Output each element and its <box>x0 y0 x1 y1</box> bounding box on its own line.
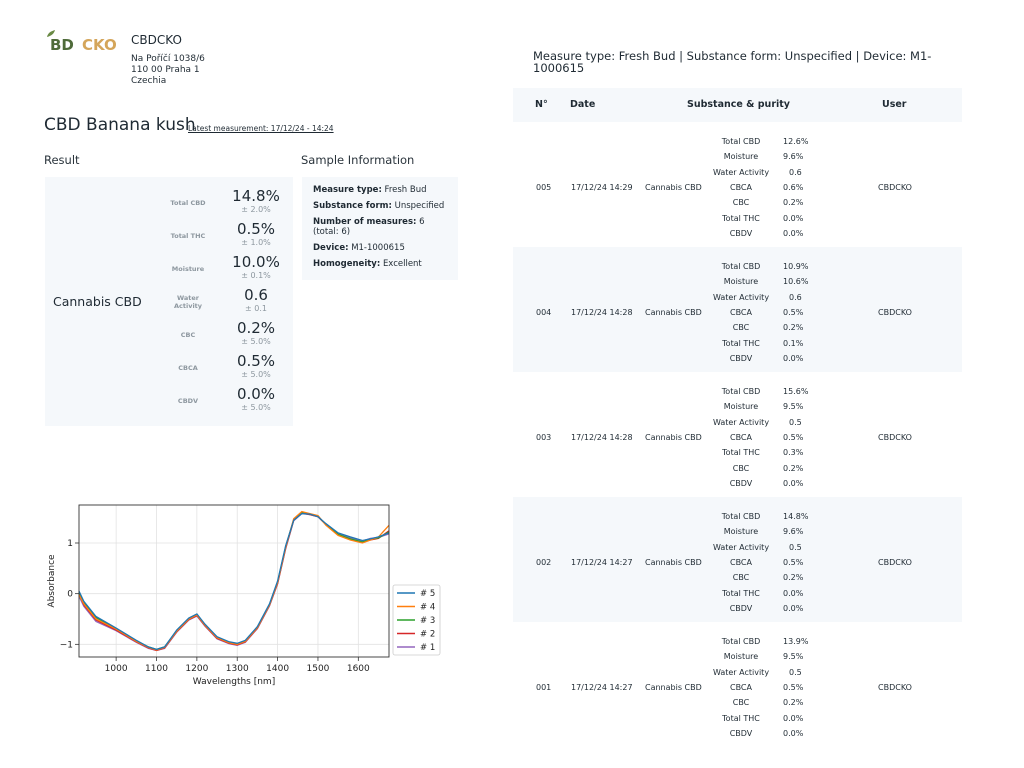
purity-value: 0.5% <box>783 682 804 692</box>
purity-item <box>703 168 863 180</box>
purity-name: CBC <box>732 463 750 473</box>
purity-value: 0.5% <box>783 432 804 442</box>
x-tick-label: 1200 <box>185 664 209 674</box>
purity-name: Total CBD <box>721 387 761 396</box>
purity-item <box>703 323 863 335</box>
purity-name: Water Activity <box>712 542 770 552</box>
table-row[interactable] <box>513 247 962 372</box>
purity-name: Total CBD <box>721 637 761 646</box>
purity-name: CBDV <box>729 728 753 738</box>
purity-value: 0.0% <box>783 588 804 598</box>
metric-row <box>45 253 293 283</box>
metric-name: Total THC <box>170 232 206 240</box>
purity-item <box>703 293 863 305</box>
purity-item <box>703 277 863 289</box>
y-tick-label: 0 <box>67 589 73 600</box>
purity-item <box>703 543 863 555</box>
metric-name: CBCA <box>178 364 198 372</box>
metric-row <box>45 220 293 250</box>
purity-value: 0.0% <box>783 728 804 738</box>
row-user: CBDCKO <box>878 183 912 192</box>
sample-measure-type: Measure type: Fresh Bud <box>313 185 427 195</box>
purity-value: 0.5 <box>789 667 802 677</box>
cbdcko-logo <box>44 33 120 57</box>
purity-name: Total CBD <box>721 137 761 146</box>
purity-value: 9.6% <box>783 527 804 537</box>
x-tick-label: 1300 <box>225 664 249 674</box>
purity-value: 9.5% <box>783 652 804 662</box>
purity-item <box>703 464 863 476</box>
metric-name: Total CBD <box>170 199 206 207</box>
purity-value: 0.2% <box>783 698 804 708</box>
purity-value: 0.6% <box>783 182 804 192</box>
purity-item <box>703 729 863 741</box>
row-date: 17/12/24 14:29 <box>571 183 633 192</box>
purity-item <box>703 418 863 430</box>
purity-value: 10.9% <box>783 262 809 271</box>
purity-item <box>703 229 863 241</box>
purity-name: CBDV <box>729 603 753 613</box>
metric-value: 14.8% <box>232 187 280 205</box>
purity-name: Moisture <box>723 277 759 287</box>
purity-name: CBCA <box>730 682 752 692</box>
series-line <box>79 512 389 650</box>
purity-name: Total THC <box>722 338 760 348</box>
purity-item <box>703 637 863 649</box>
row-substance: Cannabis CBD <box>645 558 702 567</box>
metric-row <box>45 319 293 349</box>
metric-value: 10.0% <box>232 253 280 271</box>
purity-name: Moisture <box>723 652 759 662</box>
purity-name: CBCA <box>730 182 752 192</box>
sample-device: Device: M1-1000615 <box>313 243 405 253</box>
row-substance: Cannabis CBD <box>645 183 702 192</box>
measure-header: Measure type: Fresh Bud | Substance form: Unspecified | Device: M1-1000615 <box>533 49 932 75</box>
sample-num-measures: Number of measures: 6 (total: 6) <box>313 217 425 237</box>
metric-row <box>45 187 293 217</box>
purity-item <box>703 262 863 274</box>
metric-error: ± 5.0% <box>241 370 271 379</box>
legend-label: # 2 <box>420 629 436 640</box>
legend-label: # 5 <box>420 589 436 599</box>
purity-item <box>703 714 863 726</box>
row-number: 004 <box>536 308 552 317</box>
y-axis-label: Absorbance <box>47 554 57 608</box>
sample-homogeneity: Homogeneity: Excellent <box>313 259 422 269</box>
x-tick-label: 1100 <box>145 664 168 674</box>
purity-value: 0.0% <box>783 228 804 238</box>
metric-value: 0.0% <box>236 385 276 403</box>
logo-bd: BD <box>50 36 74 54</box>
purity-value: 0.5% <box>783 307 804 317</box>
metric-error: ± 0.1 <box>245 304 267 313</box>
metric-value: 0.6 <box>244 286 268 304</box>
purity-name: CBC <box>732 198 750 208</box>
purity-value: 0.0% <box>783 603 804 613</box>
purity-value: 0.5 <box>789 542 802 552</box>
col-number: N° <box>535 99 548 110</box>
purity-name: CBC <box>732 573 750 583</box>
purity-item <box>703 433 863 445</box>
spectrum-chart <box>40 495 460 695</box>
purity-value: 9.5% <box>783 402 804 412</box>
col-user: User <box>882 99 907 110</box>
row-number: 003 <box>536 433 552 442</box>
purity-item <box>703 479 863 491</box>
company-name: CBDCKO <box>131 33 182 47</box>
metric-name: CBDV <box>177 397 199 405</box>
row-number: 001 <box>536 683 552 692</box>
purity-item <box>703 183 863 195</box>
purity-name: Water Activity <box>712 167 770 177</box>
row-number: 005 <box>536 183 552 192</box>
metric-value: 0.2% <box>236 319 276 337</box>
table-row[interactable] <box>513 497 962 622</box>
purity-item <box>703 214 863 226</box>
result-substance: Cannabis CBD <box>53 294 142 309</box>
purity-value: 0.6 <box>789 167 802 177</box>
purity-item <box>703 137 863 149</box>
purity-name: CBDV <box>729 478 753 488</box>
address-line: Czechia <box>131 76 167 86</box>
metric-error: ± 2.0% <box>241 205 271 214</box>
logo-cko: CKO <box>82 36 117 54</box>
purity-name: CBCA <box>730 557 752 567</box>
x-axis-label: Wavelengths [nm] <box>192 677 276 687</box>
sample-substance-form: Substance form: Unspecified <box>313 201 445 211</box>
row-substance: Cannabis CBD <box>645 308 702 317</box>
purity-item <box>703 354 863 366</box>
purity-name: CBDV <box>729 353 753 363</box>
purity-name: Water Activity <box>712 417 770 427</box>
purity-name: Water Activity <box>712 292 770 302</box>
purity-name: CBCA <box>730 307 752 317</box>
purity-value: 0.1% <box>783 338 804 348</box>
metric-name: Water Activity <box>173 294 203 310</box>
row-date: 17/12/24 14:27 <box>571 683 633 692</box>
purity-value: 0.0% <box>783 478 804 488</box>
metric-value: 0.5% <box>236 352 276 370</box>
purity-name: Total THC <box>722 448 760 458</box>
row-user: CBDCKO <box>878 308 912 317</box>
purity-value: 0.2% <box>783 573 804 583</box>
y-tick-label: 1 <box>67 539 73 549</box>
purity-item <box>703 387 863 399</box>
purity-item <box>703 402 863 414</box>
metric-error: ± 0.1% <box>241 271 271 280</box>
address-line: Na Poříčí 1038/6 <box>131 54 205 64</box>
sample-info-heading: Sample Information <box>301 153 415 167</box>
address-line: 110 00 Praha 1 <box>131 65 200 75</box>
purity-name: Total CBD <box>721 512 761 521</box>
purity-item <box>703 573 863 585</box>
purity-value: 0.6 <box>789 292 802 302</box>
purity-name: Total THC <box>722 588 760 598</box>
purity-value: 9.6% <box>783 152 804 162</box>
result-heading: Result <box>44 153 80 167</box>
purity-value: 0.2% <box>783 463 804 473</box>
metric-error: ± 5.0% <box>241 403 271 412</box>
metric-error: ± 1.0% <box>241 238 271 247</box>
row-substance: Cannabis CBD <box>645 683 702 692</box>
table-row[interactable] <box>513 622 962 747</box>
purity-name: Total THC <box>722 213 760 223</box>
purity-value: 12.6% <box>783 137 809 146</box>
purity-item <box>703 683 863 695</box>
purity-name: Water Activity <box>712 667 770 677</box>
purity-value: 0.2% <box>783 198 804 208</box>
purity-value: 0.0% <box>783 213 804 223</box>
row-user: CBDCKO <box>878 433 912 442</box>
purity-item <box>703 308 863 320</box>
table-row[interactable] <box>513 122 962 247</box>
purity-name: CBCA <box>730 432 752 442</box>
purity-value: 0.0% <box>783 713 804 723</box>
purity-item <box>703 558 863 570</box>
series-line <box>79 513 389 650</box>
table-header <box>513 88 962 122</box>
purity-value: 0.2% <box>783 323 804 333</box>
purity-value: 13.9% <box>783 637 809 646</box>
row-user: CBDCKO <box>878 558 912 567</box>
col-substance: Substance & purity <box>687 99 790 110</box>
x-tick-label: 1000 <box>104 664 128 674</box>
legend-label: # 4 <box>420 602 436 613</box>
purity-name: Moisture <box>723 527 759 537</box>
purity-value: 0.3% <box>783 448 804 458</box>
purity-item <box>703 604 863 616</box>
purity-name: CBC <box>732 698 750 708</box>
x-tick-label: 1400 <box>266 664 290 674</box>
metric-error: ± 5.0% <box>241 337 271 346</box>
table-row[interactable] <box>513 372 962 497</box>
purity-item <box>703 198 863 210</box>
purity-item <box>703 527 863 539</box>
purity-item <box>703 668 863 680</box>
purity-name: CBDV <box>729 228 753 238</box>
purity-value: 15.6% <box>783 387 809 396</box>
col-date: Date <box>570 99 596 110</box>
y-tick-label: −1 <box>59 640 73 651</box>
latest-measurement-link[interactable]: Latest measurement: 17/12/24 - 14:24 <box>188 124 334 133</box>
row-date: 17/12/24 14:28 <box>571 308 633 317</box>
metric-name: Moisture <box>171 265 205 273</box>
purity-value: 0.0% <box>783 353 804 363</box>
metric-name: CBC <box>180 331 196 339</box>
row-number: 002 <box>536 558 552 567</box>
purity-value: 14.8% <box>783 512 809 521</box>
purity-value: 0.5% <box>783 557 804 567</box>
row-user: CBDCKO <box>878 683 912 692</box>
purity-value: 10.6% <box>783 277 809 287</box>
metric-row <box>45 352 293 382</box>
x-tick-label: 1500 <box>306 664 330 674</box>
purity-item <box>703 448 863 460</box>
purity-item <box>703 512 863 524</box>
metric-value: 0.5% <box>236 220 276 238</box>
x-tick-label: 1600 <box>346 664 370 674</box>
purity-item <box>703 652 863 664</box>
purity-value: 0.5 <box>789 417 802 427</box>
legend-label: # 1 <box>420 643 436 653</box>
series-line <box>79 514 389 650</box>
purity-name: Total CBD <box>721 262 761 271</box>
purity-name: Moisture <box>723 152 759 162</box>
purity-item <box>703 698 863 710</box>
row-substance: Cannabis CBD <box>645 433 702 442</box>
page-title: CBD Banana kush <box>44 115 196 135</box>
purity-item <box>703 589 863 601</box>
purity-name: Total THC <box>722 713 760 723</box>
purity-name: CBC <box>732 323 750 333</box>
row-date: 17/12/24 14:28 <box>571 433 633 442</box>
company-address <box>131 54 205 87</box>
sample-info-panel <box>302 177 458 280</box>
row-date: 17/12/24 14:27 <box>571 558 633 567</box>
metric-row <box>45 385 293 415</box>
purity-name: Moisture <box>723 402 759 412</box>
purity-item <box>703 339 863 351</box>
legend-label: # 3 <box>420 616 436 626</box>
purity-item <box>703 152 863 164</box>
